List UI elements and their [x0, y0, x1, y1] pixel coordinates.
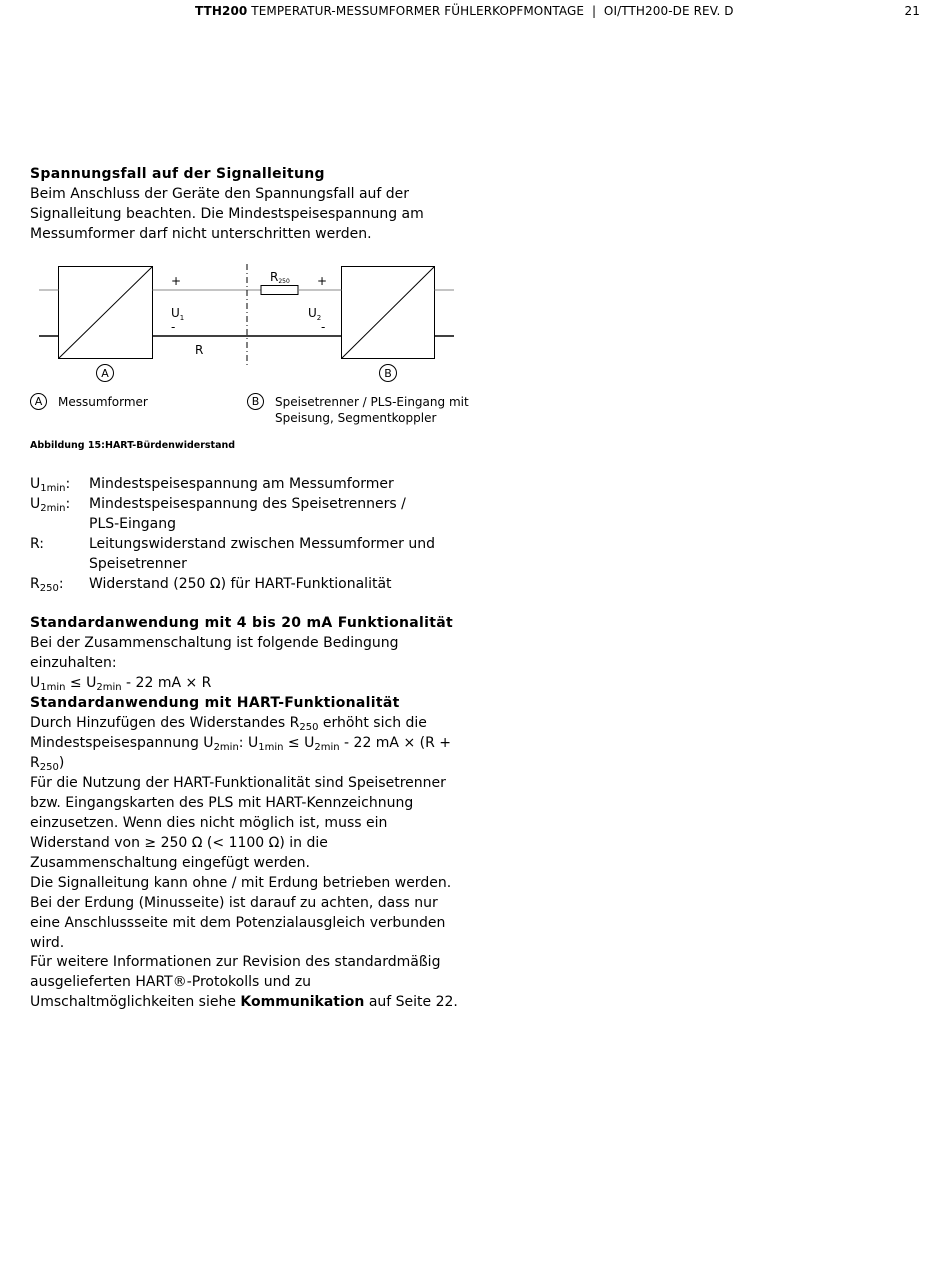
section-text: Beim Anschluss der Geräte den Spannungsfall auf der Signalleitung beachten. Die Mindestspeisespannung am Messumformer darf nicht unterschritten werden. — [30, 186, 424, 242]
page-number: 21 — [904, 4, 920, 18]
definition-term: $U_{1min}$: — [30, 476, 71, 494]
definition-row — [30, 574, 480, 594]
definition-list — [30, 474, 480, 594]
legend-b-text: Speisetrenner / PLS-Eingang mit Speisung, Segmentkoppler — [275, 395, 469, 425]
definition-term: $R_{250}$: — [30, 576, 64, 594]
marker-a-label: A — [101, 367, 109, 380]
figure-caption-text: HART-Bürdenwiderstand — [105, 440, 236, 451]
definition-desc: Leitungswiderstand zwischen Messumformer und Speisetrenner — [89, 536, 436, 572]
header-title — [195, 4, 734, 18]
section-heading: Standardanwendung mit HART-Funktionalität — [30, 695, 400, 711]
legend-a — [30, 393, 230, 410]
plus-right-label: + — [317, 274, 328, 288]
hart-line-2: Mindestspeisespannung $U_{2min}$: $U_{1min} \le U_{2min} - 22$ mA × $(R + R_{250})$ — [30, 735, 452, 773]
plus-left-label: + — [171, 274, 182, 288]
paragraph-hart-usage: Für die Nutzung der HART-Funktionalität sind Speisetrenner bzw. Eingangskarten des PLS mit HART-Kennzeichnung einzusetzen. Wenn dies nicht möglich ist, muss ein Widerstand von ≥ 250 Ω (< 1100 Ω) in die Zusammenschaltung eingefügt werden. — [30, 775, 446, 871]
definition-desc: Mindestspeisespannung am Messumformer — [89, 476, 394, 492]
section-hart — [30, 693, 480, 773]
device-b-diagonal — [342, 267, 435, 359]
r250-label: R250 — [270, 270, 290, 285]
legend-a-marker: A — [30, 393, 47, 410]
page-header — [0, 4, 950, 20]
definition-row — [30, 534, 480, 574]
definition-desc: Mindestspeisespannung des Speisetrenners / PLS-Eingang — [89, 496, 406, 532]
minus-left-label: - — [171, 320, 176, 334]
definition-term: $U_{2min}$: — [30, 496, 71, 514]
section-text: Bei der Zusammenschaltung ist folgende Bedingung einzuhalten: — [30, 635, 399, 671]
section-further-info — [30, 952, 470, 1012]
section-4-20ma — [30, 613, 480, 693]
paragraph-further-info: Für weitere Informationen zur Revision des standardmäßig ausgelieferten HART®-Protokolls und zu Umschaltmöglichkeiten siehe Kommunikation auf Seite 22. — [30, 954, 458, 1010]
definition-row — [30, 494, 480, 534]
link-kommunikation[interactable]: Kommunikation — [240, 994, 365, 1010]
section-hart-usage — [30, 773, 460, 953]
u1-label: $U_1$ — [171, 306, 185, 322]
marker-b-label: B — [384, 367, 392, 380]
header-product: TTH200 — [195, 4, 248, 18]
hart-line-1: Durch Hinzufügen des Widerstandes $R_{250}$ erhöht sich die — [30, 715, 427, 733]
u2-label: $U_2$ — [308, 306, 322, 322]
minus-right-label: - — [321, 320, 326, 334]
definition-row — [30, 474, 480, 494]
section-voltage-drop — [30, 164, 480, 244]
resistor-r250 — [261, 286, 298, 295]
legend-b — [247, 393, 469, 425]
legend-b-marker: B — [247, 393, 264, 410]
figure-caption-label: Abbildung 15: — [30, 440, 105, 451]
hart-burden-diagram — [30, 256, 470, 388]
section-heading: Standardanwendung mit 4 bis 20 mA Funktionalität — [30, 615, 453, 631]
formula-4-20ma: $U_{1min} \le U_{2min} - 22$ mA × R — [30, 675, 212, 693]
definition-desc: Widerstand (250 Ω) für HART-Funktionalität — [89, 576, 392, 592]
r-label: R — [195, 343, 204, 357]
legend-a-text: Messumformer — [58, 395, 148, 409]
section-heading: Spannungsfall auf der Signalleitung — [30, 166, 325, 182]
figure-caption — [30, 440, 235, 451]
header-doc-title: TEMPERATUR-MESSUMFORMER FÜHLERKOPFMONTAGE | OI/TTH200-DE REV. D — [247, 4, 734, 18]
definition-term: R: — [30, 536, 45, 552]
device-a-diagonal — [59, 267, 153, 359]
paragraph-grounding: Die Signalleitung kann ohne / mit Erdung betrieben werden. Bei der Erdung (Minusseite) ist darauf zu achten, dass nur eine Anschlussseite mit dem Potenzialausgleich verbunden wird. — [30, 875, 452, 951]
